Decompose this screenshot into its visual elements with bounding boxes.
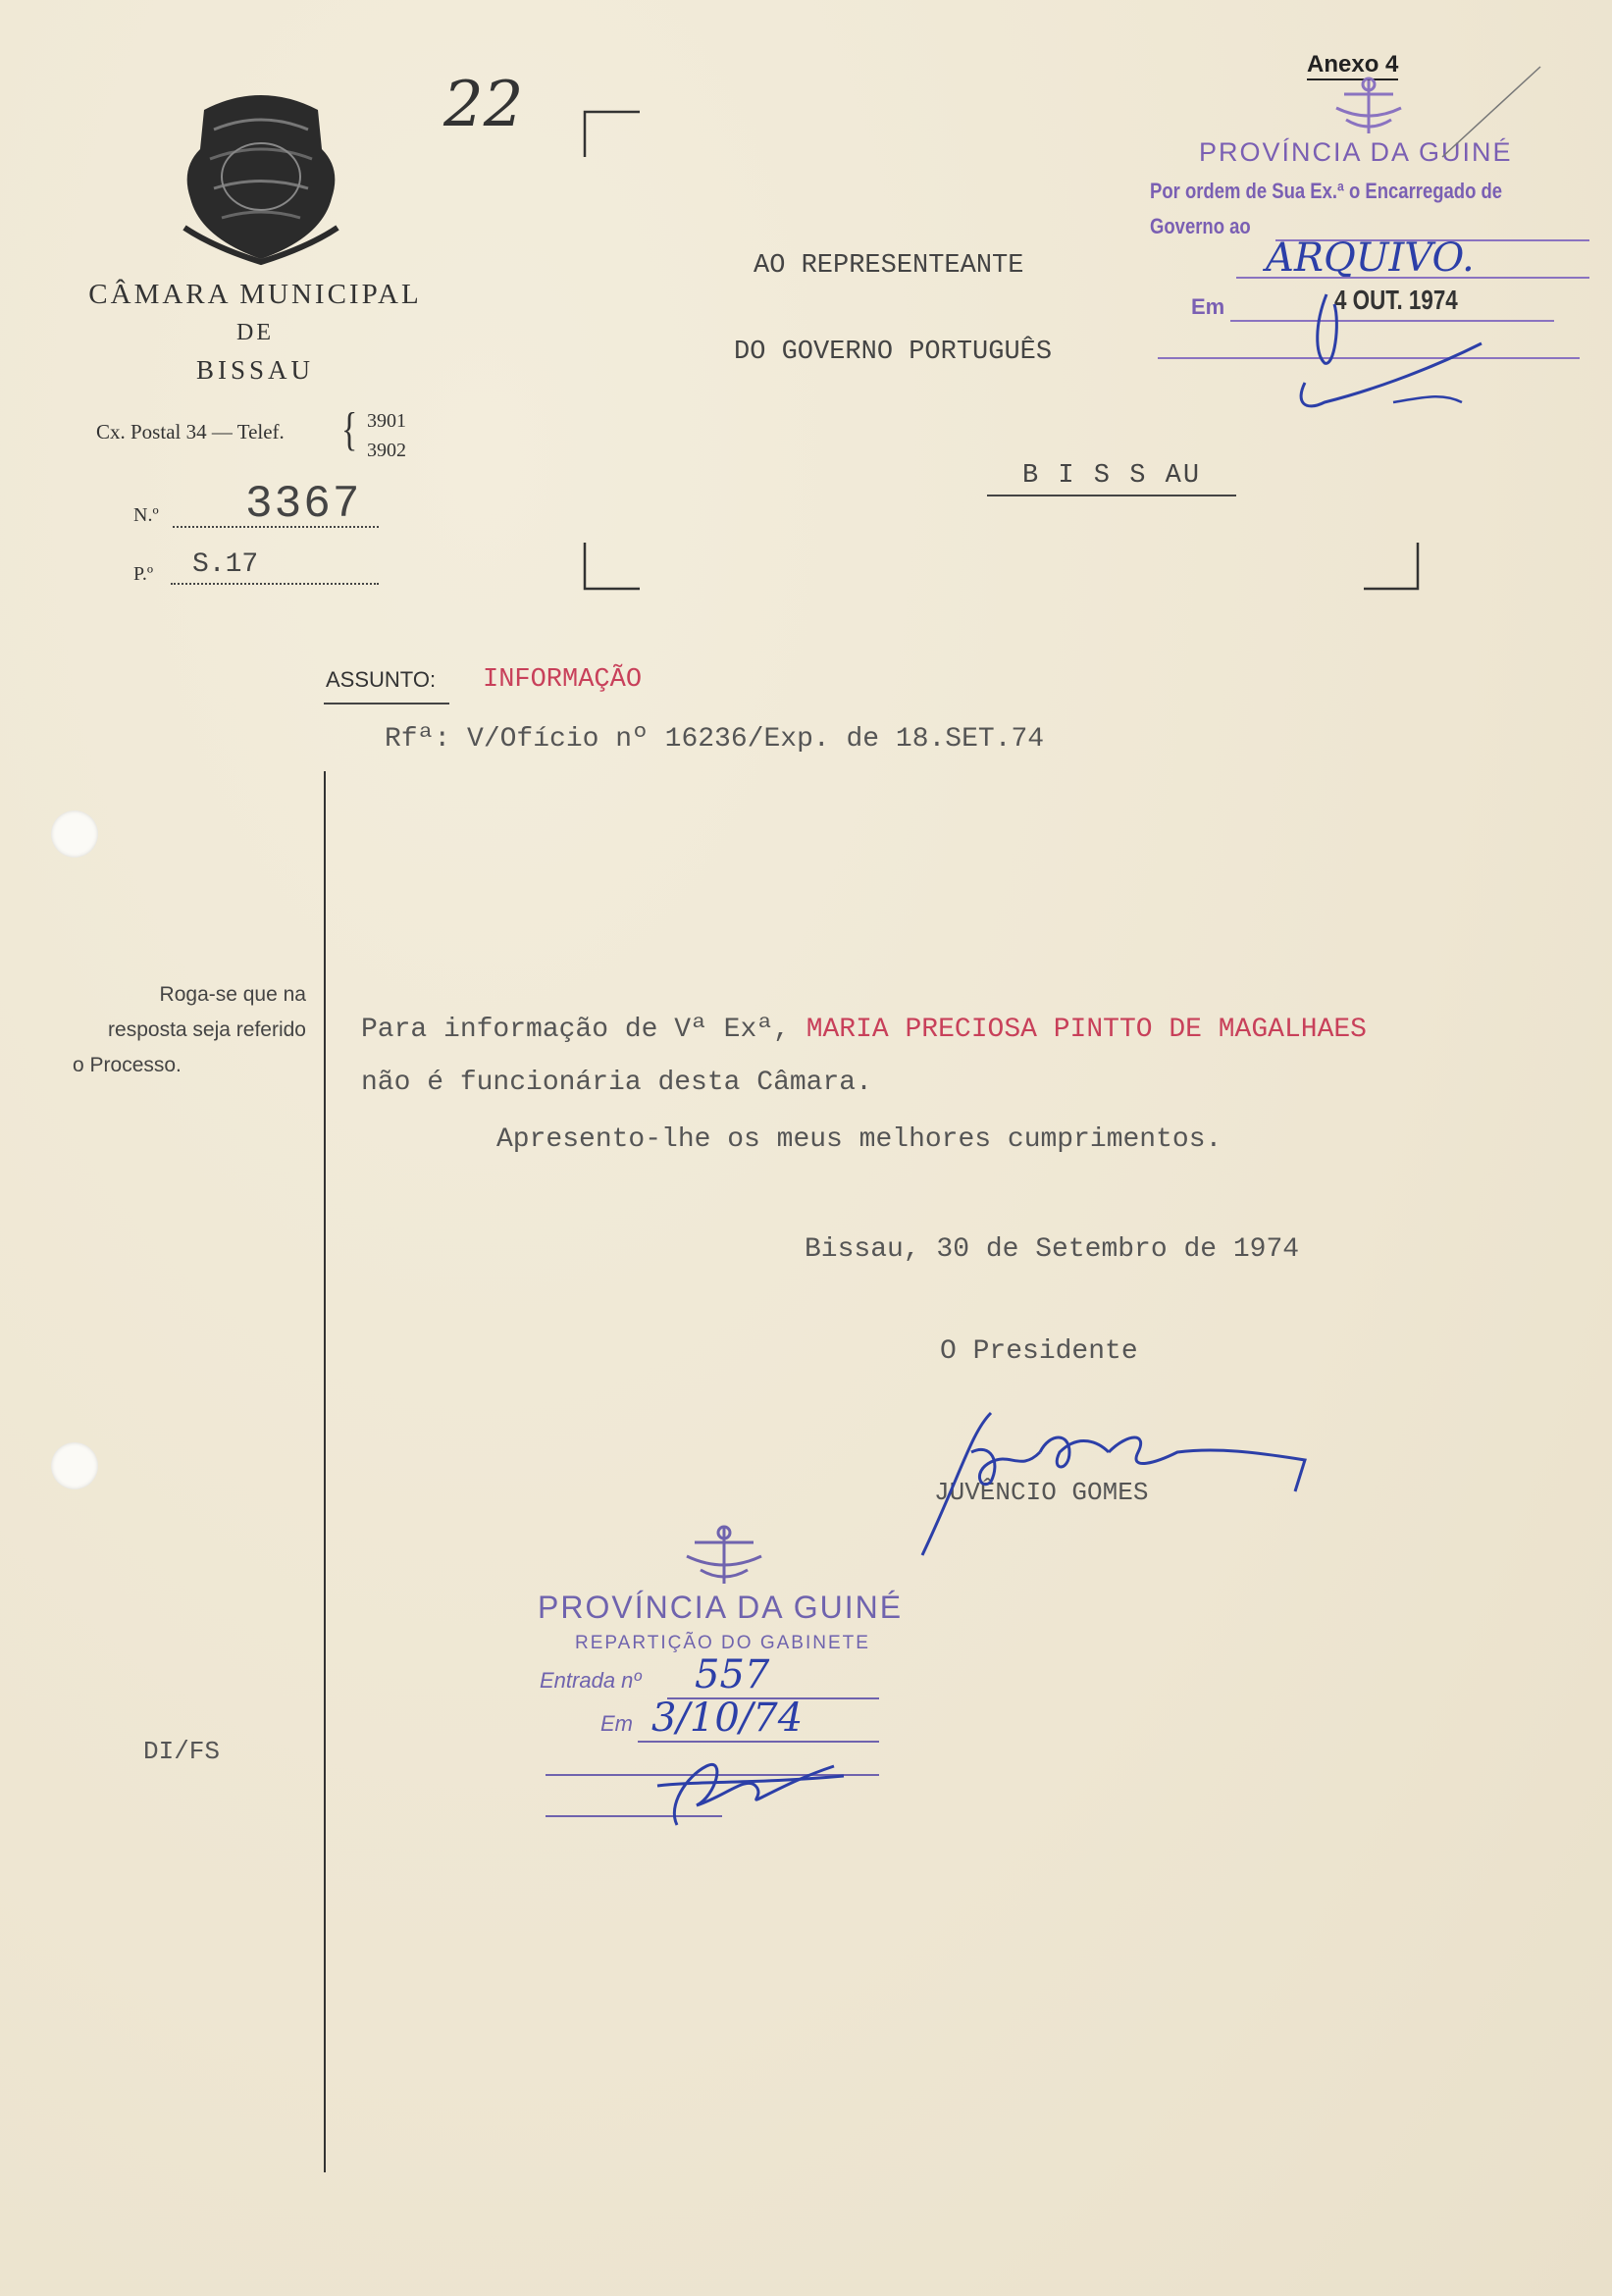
phone-1: 3901: [367, 410, 406, 432]
stamp-top-archive: ARQUIVO.: [1266, 235, 1475, 281]
stamp-bottom-rule2: [638, 1741, 879, 1743]
letterhead-line2: DE: [236, 320, 274, 345]
stamp-top-em-label: Em: [1191, 294, 1225, 319]
stamp-bottom-line2: REPARTIÇÃO DO GABINETE: [575, 1633, 870, 1653]
stamp-bottom-entry-label: Entrada nº: [540, 1668, 642, 1693]
number-label: N.º: [133, 504, 159, 526]
stamp-bottom-signature: [638, 1747, 863, 1835]
letterhead-line1: CÂMARA MUNICIPAL: [88, 279, 422, 310]
sidebar-note-line3: o Processo.: [73, 1054, 182, 1076]
process-line: [171, 583, 379, 585]
crest-stamp-bottom-icon: [677, 1521, 771, 1590]
postal-info: Cx. Postal 34 — Telef.: [96, 420, 285, 444]
subject-label: ASSUNTO:: [326, 667, 437, 692]
subject-value: INFORMAÇÃO: [483, 665, 643, 695]
body-paragraph-1: [361, 1015, 1367, 1045]
president-signature: [903, 1393, 1315, 1570]
date-line: Bissau, 30 de Setembro de 1974: [805, 1234, 1300, 1265]
stamp-bottom-entry-value: 557: [695, 1652, 770, 1697]
signatory-name: JUVÊNCIO GOMES: [934, 1478, 1149, 1507]
recipient-line3: B I S S AU: [1022, 461, 1202, 491]
number-value: 3367: [245, 479, 362, 530]
body-p1-start: Para informação de Vª Exª,: [361, 1015, 790, 1045]
stamp-top-line1: PROVÍNCIA DA GUINÉ: [1199, 137, 1513, 167]
body-paragraph-2: Apresento-lhe os meus melhores cumprimentos.: [496, 1124, 1222, 1155]
annex-label: Anexo 4: [1307, 51, 1398, 80]
body-p1-end: não é funcionária desta Câmara.: [361, 1068, 872, 1098]
stamp-top-date: 4 OUT. 1974: [1334, 285, 1458, 315]
recipient-line2: DO GOVERNO PORTUGUÊS: [734, 338, 1053, 367]
stamp-top-line3: Governo ao: [1150, 214, 1251, 238]
recipient-line1: AO REPRESENTEANTE: [754, 251, 1024, 281]
stamp-top-signature: [1246, 285, 1540, 432]
sidebar-note-line2: resposta seja referido: [108, 1018, 306, 1041]
crest-stamp-icon: [1325, 75, 1413, 139]
process-value: S.17: [192, 549, 259, 580]
punch-hole-top: [51, 810, 98, 858]
coat-of-arms-logo: [175, 90, 347, 267]
sidebar-note: [59, 977, 306, 1083]
sidebar-note-line1: Roga-se que na: [159, 983, 306, 1006]
recipient-underline: [987, 495, 1236, 496]
phone-brace: {: [341, 404, 358, 456]
stamp-top-rule2: [1236, 277, 1589, 279]
stamp-bottom-em-label: Em: [600, 1711, 633, 1736]
subject-underline: [324, 703, 449, 704]
recipient-person-name: MARIA PRECIOSA PINTTO DE MAGALHAES: [806, 1015, 1367, 1045]
phone-2: 3902: [367, 440, 406, 461]
stamp-top-diagonal-stroke: [1432, 59, 1550, 167]
process-label: P.º: [133, 563, 154, 585]
stamp-bottom-line1: PROVÍNCIA DA GUINÉ: [538, 1590, 904, 1625]
stamp-top-line2: Por ordem de Sua Ex.ª o Encarregado de: [1150, 179, 1503, 203]
typist-initials: DI/FS: [143, 1737, 221, 1766]
closing-title: O Presidente: [940, 1336, 1138, 1367]
subject-reference: Rfª: V/Ofício nº 16236/Exp. de 18.SET.74: [385, 724, 1045, 755]
margin-rule: [324, 771, 326, 2172]
punch-hole-bottom: [51, 1442, 98, 1489]
handwritten-number: 22: [443, 69, 524, 141]
stamp-bottom-em-value: 3/10/74: [651, 1696, 804, 1741]
letterhead-line3: BISSAU: [195, 355, 315, 385]
